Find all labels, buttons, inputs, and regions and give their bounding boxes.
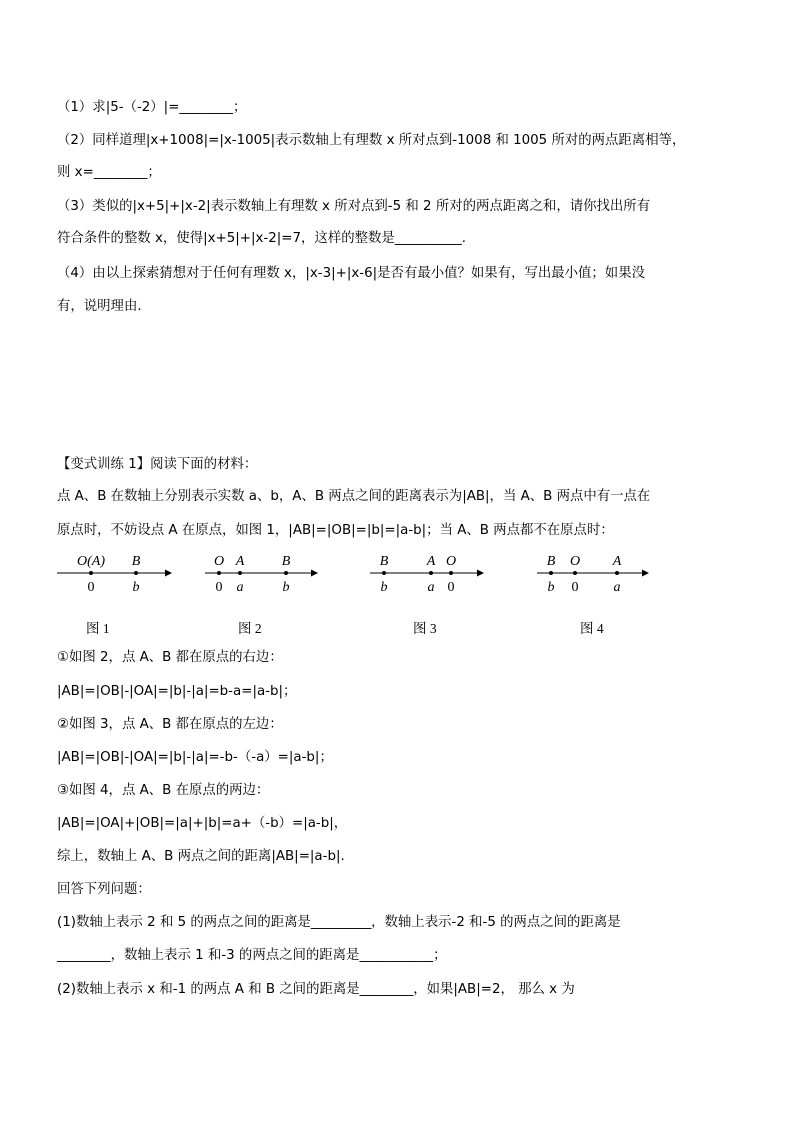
case-3-title: ③如图 4，点 A、B 在原点的两边：	[57, 783, 270, 798]
question-1: （1）求|5-（-2）|=________；	[57, 100, 247, 115]
summary: 综上，数轴上 A、B 两点之间的距离|AB|=|a-b|.	[57, 849, 345, 864]
fig1-point-label-o-a: O(A)	[77, 554, 105, 569]
fig4-point-label-a: A	[612, 554, 622, 569]
answer-heading: 回答下列问题：	[57, 882, 151, 897]
intro-line-2: 原点时，不妨设点 A 在原点，如图 1，|AB|=|OB|=|b|=|a-b|；当 A、B 两点都不在原点时：	[57, 523, 614, 538]
case-2-formula: |AB|=|OB|-|OA|=|b|-|a|=-b-（-a）=|a-b|；	[57, 750, 333, 765]
number-line-figure-3	[370, 548, 495, 598]
case-1-formula: |AB|=|OB|-|OA|=|b|-|a|=b-a=|a-b|；	[57, 684, 297, 699]
number-line-figure-1	[57, 548, 182, 598]
fig4-value-a: a	[613, 580, 621, 595]
figure-2-caption: 图 2	[238, 621, 262, 636]
figure-4-caption: 图 4	[580, 621, 604, 636]
fig2-value-b: b	[282, 580, 290, 595]
fig1-point-label-b: B	[131, 554, 141, 569]
answer-1-line-2: ________，数轴上表示 1 和-3 的两点之间的距离是___________；	[57, 948, 447, 963]
case-3-formula: |AB|=|OA|+|OB|=|a|+|b|=a+（-b）=|a-b|，	[57, 816, 348, 831]
answer-2: (2)数轴上表示 x 和-1 的两点 A 和 B 之间的距离是________，如果|AB|=2， 那么 x 为	[57, 982, 575, 997]
fig2-point-label-o: O	[213, 554, 225, 569]
question-2-line-1: （2）同样道理|x+1008|=|x-1005|表示数轴上有理数 x 所对点到-1008 和 1005 所对的两点距离相等，	[57, 133, 686, 148]
fig3-point-label-a: A	[426, 554, 436, 569]
fig2-value-0: 0	[215, 580, 223, 595]
question-4-line-1: （4）由以上探索猜想对于任何有理数 x，|x-3|+|x-6|是否有最小值？如果有，写出最小值；如果没	[57, 266, 645, 281]
fig3-point-label-b: B	[379, 554, 389, 569]
question-4-line-2: 有，说明理由.	[57, 299, 142, 314]
intro-line-1: 点 A、B 在数轴上分别表示实数 a、b，A、B 两点之间的距离表示为|AB|，当 A、B 两点中有一点在	[57, 489, 651, 504]
fig1-value-0: 0	[87, 580, 95, 595]
question-2-line-2: 则 x=________；	[57, 165, 161, 180]
number-line-figure-2	[205, 548, 330, 598]
fig4-value-0: 0	[571, 580, 579, 595]
fig2-value-a: a	[236, 580, 244, 595]
figure-3-caption: 图 3	[413, 621, 437, 636]
question-3-line-1: （3）类似的|x+5|+|x-2|表示数轴上有理数 x 所对点到-5 和 2 所对的两点距离之和，请你找出所有	[57, 199, 651, 214]
section-heading: 【变式训练 1】阅读下面的材料：	[57, 457, 258, 472]
fig1-value-b: b	[132, 580, 140, 595]
question-3-line-2: 符合条件的整数 x，使得|x+5|+|x-2|=7，这样的整数是__________.	[57, 231, 466, 246]
fig4-point-label-o: O	[569, 554, 581, 569]
fig4-point-label-b: B	[546, 554, 556, 569]
fig3-value-a: a	[427, 580, 435, 595]
fig2-point-label-b: B	[281, 554, 291, 569]
fig2-point-label-a: A	[235, 554, 245, 569]
case-1-title: ①如图 2，点 A、B 都在原点的右边：	[57, 650, 283, 665]
fig3-point-label-o: O	[445, 554, 457, 569]
number-line-figure-4	[537, 548, 662, 598]
answer-1-line-1: (1)数轴上表示 2 和 5 的两点之间的距离是_________，数轴上表示-2 和-5 的两点之间的距离是	[57, 915, 621, 930]
fig3-value-b: b	[380, 580, 388, 595]
fig4-value-b: b	[547, 580, 555, 595]
figure-1-caption: 图 1	[86, 621, 110, 636]
fig3-value-0: 0	[447, 580, 455, 595]
case-2-title: ②如图 3，点 A、B 都在原点的左边：	[57, 717, 283, 732]
